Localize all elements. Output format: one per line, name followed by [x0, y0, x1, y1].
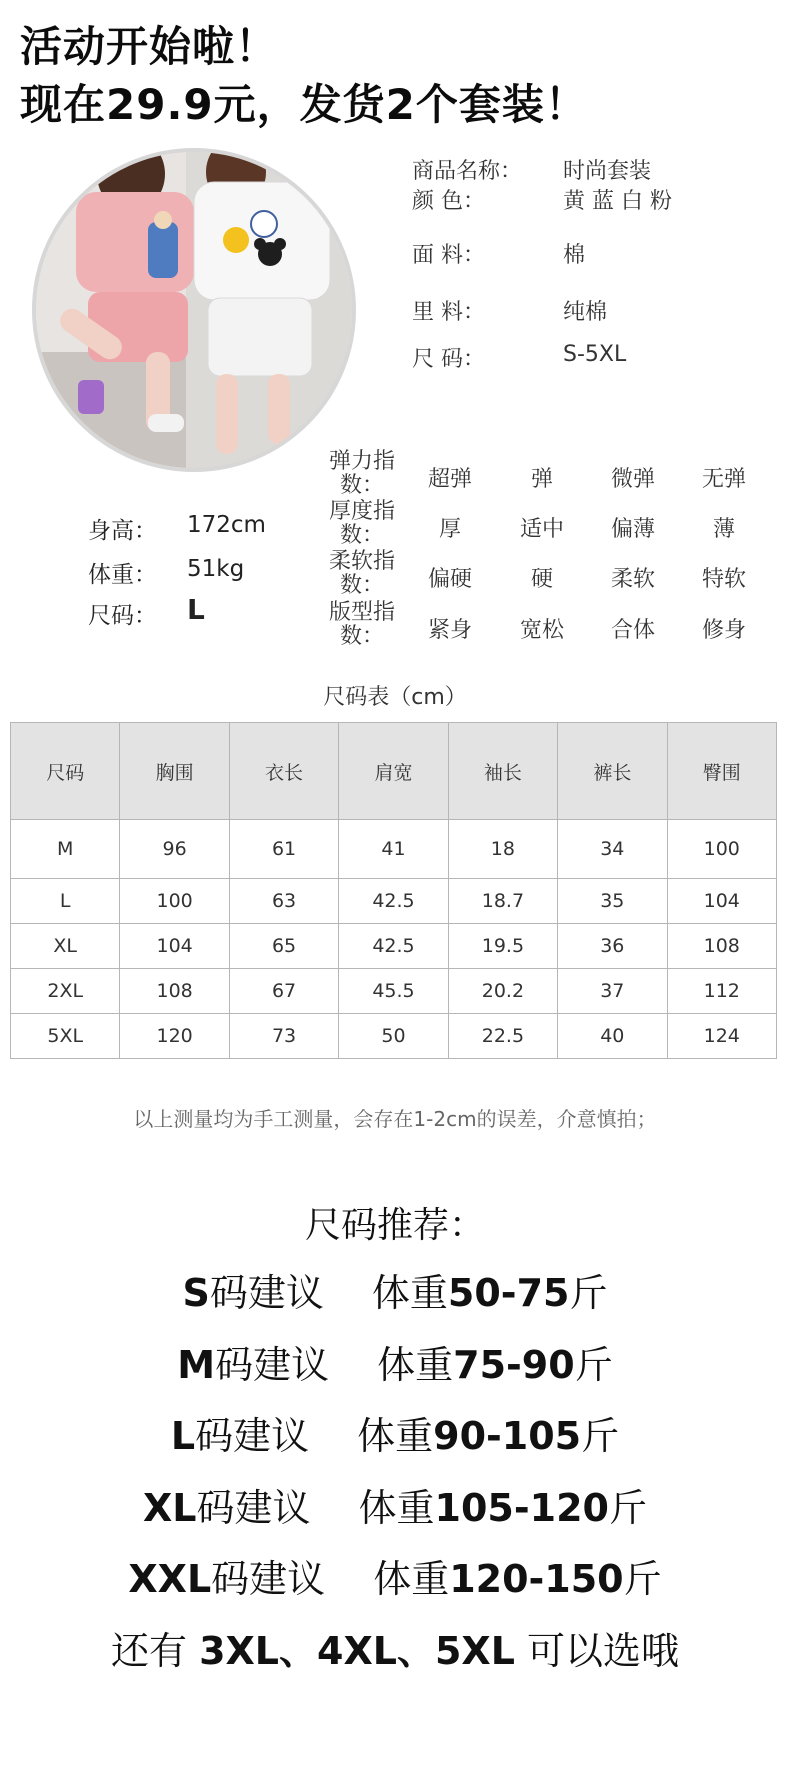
rec-unit: 斤: [623, 1557, 662, 1601]
table-cell: 35: [558, 879, 667, 924]
table-cell: 40: [558, 1014, 667, 1059]
cartoon-print-dog: [223, 227, 249, 253]
spec-key-size: 尺 码：: [412, 347, 485, 372]
recommendation-line: [0, 1405, 790, 1460]
rec-size-suffix: 码建议: [211, 1557, 326, 1601]
rec-extra-prefix: 还有: [110, 1629, 200, 1673]
spec-value-fabric: 棉: [563, 243, 586, 268]
recommendation-title: 尺码推荐：: [304, 1205, 485, 1246]
index-option: 硬: [530, 567, 553, 592]
table-header-cell: 裤长: [558, 723, 667, 820]
index-option: 宽松: [519, 618, 564, 643]
rec-unit: 斤: [569, 1271, 608, 1315]
model-size-label: 尺码：: [88, 603, 157, 629]
index-option: 紧身: [427, 618, 472, 643]
table-cell: 22.5: [448, 1014, 557, 1059]
table-cell: 96: [120, 820, 229, 879]
spec-key-color: 颜 色：: [412, 189, 485, 214]
table-cell: 36: [558, 924, 667, 969]
product-photo: [32, 148, 356, 472]
rec-weight-prefix: 体重: [357, 1414, 434, 1458]
model-weight-label: 体重：: [88, 562, 157, 588]
model-photo-illustration: [36, 152, 352, 468]
rec-size: XL: [143, 1486, 197, 1530]
rec-weight: 75-90: [453, 1343, 575, 1387]
table-cell: 124: [667, 1014, 776, 1059]
headline-line-2: 现在29.9元，发货2个套装！: [20, 80, 588, 129]
index-option: 超弹: [427, 467, 472, 492]
spec-value-name: 时尚套装: [563, 159, 652, 184]
rec-size-suffix: 码建议: [209, 1271, 324, 1315]
table-header-cell: 胸围: [120, 723, 229, 820]
white-shorts: [208, 298, 312, 376]
rec-extra-suffix: 可以选哦: [514, 1629, 680, 1673]
rec-weight: 90-105: [433, 1414, 582, 1458]
table-header-cell: 肩宽: [339, 723, 448, 820]
table-cell: M: [11, 820, 120, 879]
spec-value-lining: 纯棉: [563, 300, 608, 325]
table-cell: 19.5: [448, 924, 557, 969]
table-cell: 2XL: [11, 969, 120, 1014]
cartoon-print-duck: [251, 211, 277, 237]
spec-value-color: 黄 蓝 白 粉: [563, 189, 672, 214]
table-header-row: [11, 723, 777, 820]
recommendation-extra: [0, 1620, 790, 1675]
index-option: 合体: [610, 618, 655, 643]
table-cell: 108: [667, 924, 776, 969]
rec-size: M: [177, 1343, 216, 1387]
rec-unit: 斤: [581, 1414, 620, 1458]
index-option: 无弹: [701, 467, 746, 492]
measurement-note: 以上测量均为手工测量，会存在1-2cm的误差，介意慎拍；: [133, 1107, 657, 1131]
table-cell: 65: [229, 924, 338, 969]
index-label-fit: 版型指数：: [328, 600, 395, 649]
index-label-elasticity: 弹力指数：: [328, 449, 395, 498]
table-header-cell: 臀围: [667, 723, 776, 820]
table-cell: 5XL: [11, 1014, 120, 1059]
rec-weight-prefix: 体重: [371, 1271, 448, 1315]
table-cell: 18: [448, 820, 557, 879]
table-cell: 45.5: [339, 969, 448, 1014]
index-option: 特软: [701, 567, 746, 592]
recommendation-line: [0, 1334, 790, 1389]
table-row: [11, 820, 777, 879]
model-height-value: 172cm: [187, 512, 266, 538]
rec-size-suffix: 码建议: [215, 1343, 330, 1387]
rec-weight: 120-150: [449, 1557, 624, 1601]
table-cell: 108: [120, 969, 229, 1014]
model-size-value: L: [187, 593, 205, 626]
spec-key-lining: 里 料：: [412, 300, 485, 325]
rec-weight-prefix: 体重: [358, 1486, 435, 1530]
table-header-cell: 衣长: [229, 723, 338, 820]
table-header-cell: 尺码: [11, 723, 120, 820]
table-header-cell: 袖长: [448, 723, 557, 820]
size-table-caption: 尺码表（cm）: [323, 685, 467, 710]
table-cell: 41: [339, 820, 448, 879]
rec-size: XXL: [128, 1557, 212, 1601]
spec-key-name: 商品名称：: [412, 159, 523, 184]
headline-line-1: 活动开始啦！: [20, 22, 279, 71]
model-height-label: 身高：: [88, 518, 157, 544]
cartoon-print-left: [148, 222, 178, 278]
table-cell: 112: [667, 969, 776, 1014]
table-cell: 42.5: [339, 924, 448, 969]
table-cell: 37: [558, 969, 667, 1014]
rec-extra-sizes: 3XL、4XL、5XL: [199, 1629, 515, 1673]
table-cell: 100: [667, 820, 776, 879]
index-label-thickness: 厚度指数：: [328, 499, 395, 548]
index-option: 适中: [519, 517, 564, 542]
rec-weight: 50-75: [447, 1271, 570, 1315]
table-cell: 104: [120, 924, 229, 969]
table-row: [11, 1014, 777, 1059]
table-cell: 104: [667, 879, 776, 924]
index-label-softness: 柔软指数：: [328, 549, 395, 598]
table-cell: 67: [229, 969, 338, 1014]
table-cell: XL: [11, 924, 120, 969]
index-option: 柔软: [610, 567, 655, 592]
index-option: 修身: [701, 618, 746, 643]
rec-unit: 斤: [608, 1486, 647, 1530]
size-table: [10, 722, 777, 1059]
recommendation-line: [0, 1262, 790, 1317]
spec-key-fabric: 面 料：: [412, 243, 485, 268]
table-cell: 100: [120, 879, 229, 924]
table-cell: 120: [120, 1014, 229, 1059]
index-option: 微弹: [610, 467, 655, 492]
rec-weight-prefix: 体重: [373, 1557, 450, 1601]
index-option: 薄: [712, 517, 735, 542]
index-option: 偏硬: [427, 567, 472, 592]
rec-size-suffix: 码建议: [195, 1414, 310, 1458]
table-cell: 42.5: [339, 879, 448, 924]
table-row: [11, 924, 777, 969]
rec-weight: 105-120: [434, 1486, 609, 1530]
recommendation-line: [0, 1477, 790, 1532]
table-cell: 50: [339, 1014, 448, 1059]
index-option: 弹: [530, 467, 553, 492]
spec-value-size: S-5XL: [563, 342, 627, 367]
table-cell: 34: [558, 820, 667, 879]
rec-size: L: [170, 1414, 196, 1458]
table-cell: 73: [229, 1014, 338, 1059]
rec-size: S: [182, 1271, 210, 1315]
table-cell: 18.7: [448, 879, 557, 924]
rec-weight-prefix: 体重: [377, 1343, 454, 1387]
table-cell: 61: [229, 820, 338, 879]
index-option: 厚: [438, 517, 461, 542]
recommendation-line: [0, 1548, 790, 1603]
rec-size-suffix: 码建议: [196, 1486, 311, 1530]
table-cell: 20.2: [448, 969, 557, 1014]
index-option: 偏薄: [610, 517, 655, 542]
table-row: [11, 969, 777, 1014]
rec-unit: 斤: [574, 1343, 613, 1387]
table-row: [11, 879, 777, 924]
table-cell: L: [11, 879, 120, 924]
model-weight-value: 51kg: [187, 556, 245, 582]
table-cell: 63: [229, 879, 338, 924]
